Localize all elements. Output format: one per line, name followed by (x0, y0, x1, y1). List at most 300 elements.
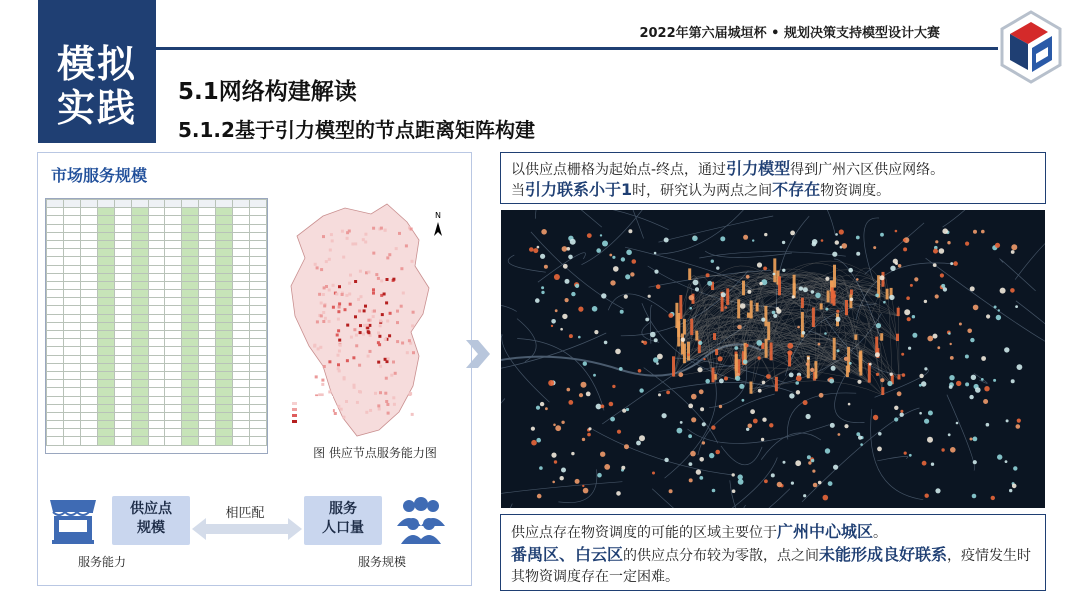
supply-point (791, 482, 794, 485)
map-cell (349, 303, 352, 306)
supply-point (986, 314, 990, 318)
supply-point (601, 293, 606, 298)
map-cell (341, 293, 344, 296)
sheet-row (47, 200, 267, 208)
supply-point (739, 384, 744, 389)
supply-point (759, 282, 762, 285)
supply-point (912, 315, 915, 318)
supply-point (537, 246, 540, 249)
supply-point (763, 267, 767, 271)
map-cell (354, 242, 357, 245)
map-cell (318, 293, 321, 296)
map-cell (380, 227, 383, 230)
supply-point (601, 405, 605, 409)
supply-point (689, 462, 693, 466)
supply-point (539, 466, 543, 470)
map-cell (375, 273, 378, 276)
supply-point (829, 379, 834, 384)
supply-network-map (501, 210, 1045, 508)
subsection-heading: 5.1.2基于引力模型的节点距离矩阵构建 (178, 118, 535, 142)
supply-point (583, 362, 587, 366)
map-cell (372, 227, 375, 230)
sheet-row (47, 347, 267, 355)
supply-point (758, 389, 762, 393)
supply-point (959, 323, 962, 326)
supply-point (575, 479, 580, 484)
supply-point (689, 478, 693, 482)
map-cell (346, 359, 349, 362)
map-cell (313, 344, 316, 347)
supply-bar (875, 337, 878, 353)
map-cell (320, 268, 323, 271)
map-legend (289, 396, 333, 428)
supply-point (592, 306, 598, 312)
supply-bar (827, 291, 830, 303)
supply-point (719, 379, 724, 384)
supply-point (750, 409, 755, 414)
supply-point (625, 274, 630, 279)
supply-point (757, 356, 760, 359)
supply-point (535, 298, 540, 303)
supply-point (836, 310, 839, 313)
supply-point (782, 269, 785, 272)
supply-point (617, 430, 621, 434)
supply-point (890, 373, 893, 376)
supply-point (616, 491, 621, 496)
supply-point (835, 240, 839, 244)
supply-bar (896, 334, 899, 341)
supply-point (903, 247, 907, 251)
supply-point (596, 248, 601, 253)
supply-point (706, 273, 710, 277)
intro-highlight-model: 引力模型 (726, 159, 791, 178)
sheet-row (47, 322, 267, 330)
map-cell (386, 320, 389, 323)
map-cell (384, 392, 387, 395)
supply-point (555, 425, 561, 431)
supply-point (935, 294, 939, 298)
supply-point (965, 355, 969, 359)
supply-point (761, 318, 765, 322)
supply-bar (778, 276, 781, 295)
map-cell (332, 306, 335, 309)
supply-point (746, 275, 750, 279)
map-cell (357, 298, 360, 301)
map-cell (359, 331, 362, 334)
supply-point (587, 433, 591, 437)
supply-point (970, 438, 973, 441)
supply-bar (737, 299, 740, 318)
map-cell (328, 390, 331, 393)
map-cell (322, 311, 325, 314)
supply-point (771, 473, 775, 477)
map-cell (344, 308, 347, 311)
supply-point (1010, 288, 1015, 293)
supply-point (626, 408, 629, 411)
supply-point (579, 393, 583, 397)
supply-point (554, 274, 560, 280)
conclusion-text: 。 (873, 525, 888, 541)
supply-point (789, 393, 794, 398)
supply-point (735, 376, 740, 381)
service-capacity-map (283, 196, 469, 440)
supply-bar (726, 288, 729, 304)
supply-bar (672, 356, 675, 376)
conclusion-text: ，疫情发生时其物资调度存在一定困难。 (511, 548, 1032, 585)
map-cell (372, 292, 375, 295)
supply-point (806, 363, 809, 366)
map-cell (316, 320, 319, 323)
map-cell (336, 334, 339, 337)
intro-textbox (500, 152, 1046, 204)
supply-point (619, 367, 623, 371)
map-cell (346, 237, 349, 240)
map-cell (338, 339, 341, 342)
supply-point (1016, 424, 1021, 429)
supply-point (664, 458, 668, 462)
map-cell (331, 239, 334, 242)
supply-point (743, 360, 748, 365)
supply-point (1009, 489, 1012, 492)
map-cell (392, 396, 395, 399)
supply-point (948, 433, 951, 436)
supply-point (981, 378, 984, 381)
map-cell (381, 313, 384, 316)
supply-point (830, 423, 835, 428)
supply-point (689, 295, 694, 300)
supply-point (950, 356, 954, 360)
supply-point (540, 254, 545, 259)
panel-title: 市场服务规模 (51, 166, 148, 185)
map-cell (355, 344, 358, 347)
supply-point (650, 332, 656, 338)
supply-point (922, 461, 927, 466)
supply-point (803, 494, 806, 497)
supply-point (839, 229, 844, 234)
map-cell (348, 230, 351, 233)
map-cell (373, 310, 376, 313)
supply-point (551, 319, 556, 324)
supply-point (994, 306, 997, 309)
supply-point (782, 241, 785, 244)
supply-point (561, 421, 564, 424)
map-cell (363, 309, 366, 312)
supply-point (1000, 288, 1006, 294)
supply-point (857, 380, 861, 384)
conclusion-text: 的供应点分布较为零散，点之间 (623, 548, 820, 564)
supply-point (897, 391, 902, 396)
supply-point (873, 246, 876, 249)
map-cell (396, 310, 399, 313)
supply-point (844, 357, 848, 361)
supply-point (876, 373, 879, 376)
supply-point (986, 423, 990, 427)
supply-point (762, 418, 766, 422)
supply-point (567, 388, 571, 392)
map-cell (338, 302, 341, 305)
supply-bar (756, 303, 759, 312)
sheet-row (47, 249, 267, 257)
supply-point (569, 334, 573, 338)
supply-point (998, 309, 1000, 311)
map-cell (411, 324, 414, 327)
sheet-row (47, 339, 267, 347)
map-cell (337, 363, 340, 366)
map-cell (412, 351, 415, 354)
supply-point (971, 375, 976, 380)
supply-point (533, 248, 538, 253)
map-cell (323, 286, 326, 289)
supply-point (993, 379, 996, 382)
supply-bar (765, 339, 768, 358)
supply-point (806, 414, 811, 419)
map-cell (411, 413, 414, 416)
supply-point (553, 424, 556, 427)
supply-bar (833, 338, 836, 360)
map-cell (367, 355, 370, 358)
supply-point (565, 279, 570, 284)
map-cell (394, 372, 397, 375)
supply-point (696, 469, 701, 474)
supply-point (707, 281, 712, 286)
map-cell (377, 331, 380, 334)
map-cell (330, 233, 333, 236)
supply-point (721, 292, 726, 297)
supply-bar (880, 333, 883, 341)
supply-bar (713, 333, 716, 340)
supply-point (894, 406, 898, 410)
supply-point (856, 278, 859, 281)
supply-point (609, 402, 614, 407)
supply-point (808, 461, 811, 464)
section-tag (38, 42, 156, 130)
map-cell (354, 280, 357, 283)
supply-point (588, 427, 591, 430)
supply-point (581, 382, 587, 388)
supply-point (848, 403, 851, 406)
sheet-row (47, 371, 267, 379)
conclusion-highlight-districts: 番禺区、白云区 (511, 545, 624, 564)
supply-point (883, 301, 886, 304)
supply-point (909, 454, 912, 457)
supply-point (900, 410, 903, 413)
supply-bar (898, 375, 901, 380)
supply-point (632, 259, 637, 264)
supply-point (823, 495, 829, 501)
supply-scale-line1: 供应点 (130, 501, 172, 517)
supply-point (942, 228, 948, 234)
supply-point (887, 381, 892, 386)
map-cell (318, 393, 321, 396)
supply-point (927, 437, 933, 443)
supply-point (813, 483, 818, 488)
supply-point (933, 334, 938, 339)
supply-point (818, 481, 822, 485)
supply-point (790, 231, 795, 236)
supply-bar (742, 281, 745, 296)
sheet-row (47, 429, 267, 437)
supply-bar (886, 289, 889, 300)
map-cell (328, 258, 331, 261)
supply-point (687, 353, 690, 356)
supply-point (1005, 460, 1008, 463)
supply-point (953, 261, 958, 266)
map-cell (342, 416, 345, 419)
supply-point (690, 451, 696, 457)
supply-point (789, 373, 794, 378)
supply-point (1011, 250, 1015, 254)
supply-point (783, 461, 786, 464)
supply-point (678, 372, 683, 377)
supply-bar (775, 377, 778, 392)
map-cell (328, 289, 331, 292)
sheet-row (47, 281, 267, 289)
supply-point (565, 298, 569, 302)
supply-point (544, 265, 548, 269)
supply-point (594, 330, 598, 334)
supply-point (691, 417, 696, 422)
map-cell (367, 331, 370, 334)
supply-point (832, 294, 836, 298)
map-cell (368, 324, 371, 327)
map-cell (392, 278, 395, 281)
supply-point (560, 476, 564, 480)
service-population-line1: 服务 (329, 501, 357, 517)
map-cell (337, 318, 340, 321)
logo-icon (998, 10, 1064, 84)
supply-point (933, 249, 938, 254)
supply-point (833, 465, 838, 470)
supply-point (856, 252, 860, 256)
supply-point (583, 488, 589, 494)
supply-point (748, 424, 753, 429)
map-cell (337, 354, 340, 357)
supply-point (709, 453, 714, 458)
supply-point (593, 374, 596, 377)
supply-bar (859, 352, 862, 372)
supply-point (799, 286, 803, 290)
supply-point (1006, 419, 1009, 422)
supply-point (715, 450, 720, 455)
supply-scale-line2: 规模 (137, 520, 165, 536)
map-cell (341, 230, 344, 233)
supply-point (724, 306, 727, 309)
supply-point (693, 280, 699, 286)
supply-point (681, 338, 685, 342)
supply-point (832, 252, 837, 257)
supply-point (802, 331, 806, 335)
supply-point (699, 476, 703, 480)
supply-point (903, 239, 906, 242)
map-cell (363, 324, 366, 327)
supply-point (894, 417, 898, 421)
supply-bar (750, 382, 753, 394)
supply-point (586, 392, 591, 397)
supply-point (965, 242, 969, 246)
map-cell (377, 341, 380, 344)
map-cell (324, 317, 327, 320)
map-cell (377, 361, 380, 364)
map-cell (400, 267, 403, 270)
supply-point (773, 314, 777, 318)
supply-point (947, 241, 950, 244)
supply-point (742, 399, 745, 402)
supply-point (697, 367, 702, 372)
intro-text: 物资调度。 (820, 183, 891, 199)
map-cell (352, 356, 355, 359)
supply-point (563, 264, 568, 269)
supply-point (950, 262, 953, 265)
supply-point (718, 356, 723, 361)
supply-point (541, 291, 544, 294)
supply-bar (712, 368, 715, 383)
map-cell (392, 361, 395, 364)
supply-point (1017, 419, 1021, 423)
supply-point (654, 252, 657, 255)
supply-point (807, 357, 810, 360)
map-cell (314, 263, 317, 266)
sheet-row (47, 380, 267, 388)
chevron-right-icon (462, 338, 492, 370)
supply-point (935, 488, 940, 493)
map-cell (364, 241, 367, 244)
supply-point (537, 494, 542, 499)
supply-point (825, 277, 829, 281)
supply-point (691, 394, 697, 400)
supply-point (940, 273, 944, 277)
supply-point (869, 363, 872, 366)
supply-point (757, 262, 762, 267)
map-cell (322, 235, 325, 238)
supply-point (825, 448, 830, 453)
supply-point (807, 455, 811, 459)
map-cell (339, 344, 342, 347)
supply-point (626, 250, 632, 256)
supply-point (811, 459, 814, 462)
supply-point (967, 329, 972, 334)
supply-point (658, 393, 661, 396)
sheet-row (47, 273, 267, 281)
map-cell (359, 324, 362, 327)
map-cell (385, 301, 388, 304)
supply-bar (850, 290, 853, 296)
supply-point (712, 489, 716, 493)
supply-point (877, 447, 882, 452)
supply-point (764, 479, 768, 483)
sheet-row (47, 437, 267, 445)
supply-point (641, 340, 644, 343)
supply-point (551, 325, 553, 327)
header-divider (156, 47, 998, 50)
supply-bar (747, 313, 750, 318)
sheet-row (47, 298, 267, 306)
map-cell (396, 340, 399, 343)
map-cell (317, 347, 320, 350)
supply-point (815, 293, 821, 299)
map-cell (354, 315, 357, 318)
supply-point (753, 419, 758, 424)
supply-point (824, 332, 827, 335)
supply-point (821, 239, 824, 242)
map-cell (360, 295, 363, 298)
supply-point (732, 489, 736, 493)
supply-point (949, 385, 953, 389)
supply-bar (683, 319, 686, 335)
map-cell (358, 310, 361, 313)
supply-point (904, 452, 907, 455)
supply-point (907, 317, 911, 321)
supply-point (620, 310, 624, 314)
